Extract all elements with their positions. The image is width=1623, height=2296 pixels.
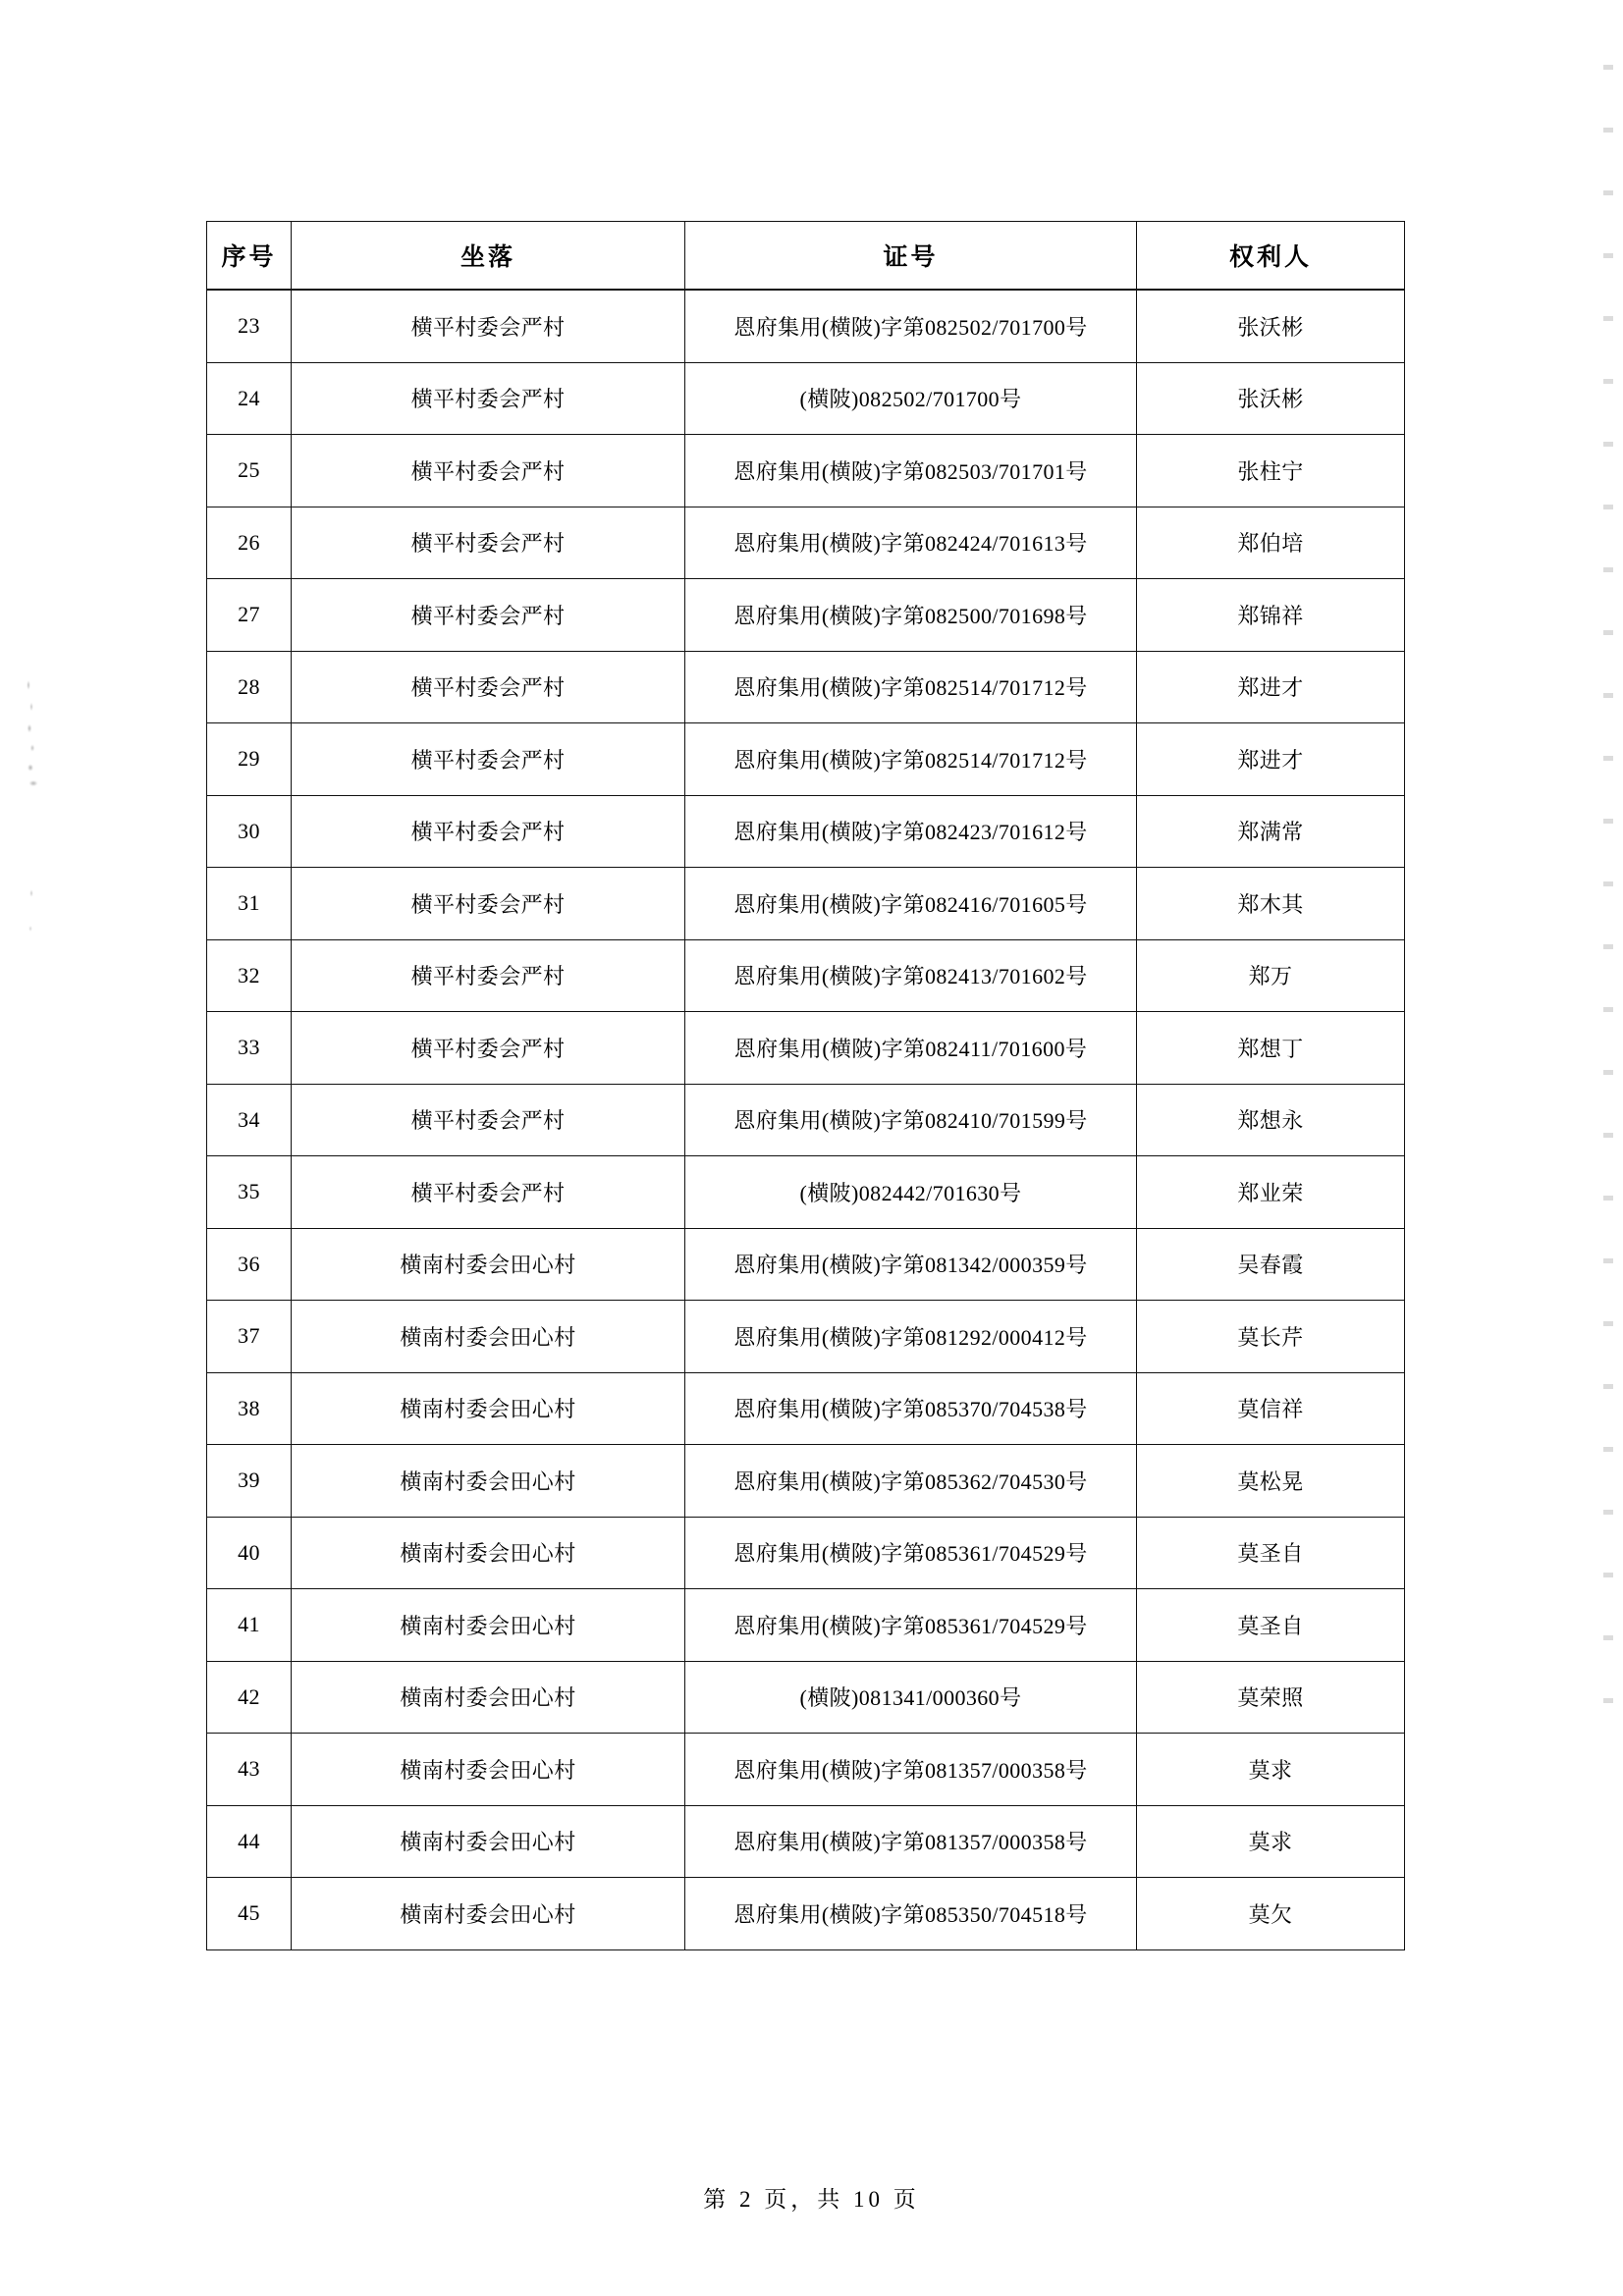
table-row bbox=[207, 1301, 1405, 1373]
table-header-row bbox=[207, 222, 1405, 291]
cell-rights-holder: 张沃彬 bbox=[1137, 290, 1405, 362]
cell-sequence-number: 28 bbox=[207, 651, 292, 723]
table-row bbox=[207, 1589, 1405, 1662]
cell-certificate-number: (横陂)082442/701630号 bbox=[685, 1156, 1137, 1229]
column-header-owner: 权利人 bbox=[1137, 222, 1405, 291]
cell-location: 横平村委会严村 bbox=[292, 579, 685, 652]
cell-certificate-number: 恩府集用(横陂)字第081357/000358号 bbox=[685, 1734, 1137, 1806]
table-row bbox=[207, 1012, 1405, 1085]
table-row bbox=[207, 1372, 1405, 1445]
cell-sequence-number: 30 bbox=[207, 795, 292, 868]
cell-rights-holder: 莫欠 bbox=[1137, 1878, 1405, 1950]
table-row bbox=[207, 290, 1405, 362]
cell-sequence-number: 27 bbox=[207, 579, 292, 652]
cell-rights-holder: 张沃彬 bbox=[1137, 362, 1405, 435]
cell-sequence-number: 40 bbox=[207, 1517, 292, 1589]
table-row bbox=[207, 651, 1405, 723]
cell-rights-holder: 郑木其 bbox=[1137, 868, 1405, 940]
cell-rights-holder: 莫信祥 bbox=[1137, 1372, 1405, 1445]
table-row bbox=[207, 939, 1405, 1012]
cell-certificate-number: 恩府集用(横陂)字第081357/000358号 bbox=[685, 1805, 1137, 1878]
table-row bbox=[207, 362, 1405, 435]
scan-edge-streak-artifact bbox=[1603, 39, 1613, 1757]
cell-rights-holder: 郑万 bbox=[1137, 939, 1405, 1012]
cell-location: 横平村委会严村 bbox=[292, 290, 685, 362]
cell-location: 横南村委会田心村 bbox=[292, 1734, 685, 1806]
cell-certificate-number: (横陂)082502/701700号 bbox=[685, 362, 1137, 435]
cell-rights-holder: 郑满常 bbox=[1137, 795, 1405, 868]
cell-location: 横平村委会严村 bbox=[292, 362, 685, 435]
cell-rights-holder: 郑想丁 bbox=[1137, 1012, 1405, 1085]
cell-sequence-number: 39 bbox=[207, 1445, 292, 1518]
cell-certificate-number: 恩府集用(横陂)字第082410/701599号 bbox=[685, 1084, 1137, 1156]
cell-certificate-number: 恩府集用(横陂)字第082411/701600号 bbox=[685, 1012, 1137, 1085]
cell-location: 横平村委会严村 bbox=[292, 939, 685, 1012]
table-row bbox=[207, 1445, 1405, 1518]
cell-sequence-number: 45 bbox=[207, 1878, 292, 1950]
cell-location: 横平村委会严村 bbox=[292, 435, 685, 507]
cell-rights-holder: 郑伯培 bbox=[1137, 507, 1405, 579]
cell-certificate-number: 恩府集用(横陂)字第082514/701712号 bbox=[685, 651, 1137, 723]
cell-sequence-number: 35 bbox=[207, 1156, 292, 1229]
cell-certificate-number: 恩府集用(横陂)字第082416/701605号 bbox=[685, 868, 1137, 940]
cell-rights-holder: 莫长芹 bbox=[1137, 1301, 1405, 1373]
cell-certificate-number: 恩府集用(横陂)字第082413/701602号 bbox=[685, 939, 1137, 1012]
table-row bbox=[207, 1156, 1405, 1229]
cell-rights-holder: 郑锦祥 bbox=[1137, 579, 1405, 652]
cell-location: 横南村委会田心村 bbox=[292, 1878, 685, 1950]
cell-sequence-number: 23 bbox=[207, 290, 292, 362]
cell-location: 横南村委会田心村 bbox=[292, 1445, 685, 1518]
cell-certificate-number: 恩府集用(横陂)字第082514/701712号 bbox=[685, 723, 1137, 796]
cell-certificate-number: 恩府集用(横陂)字第082502/701700号 bbox=[685, 290, 1137, 362]
cell-location: 横平村委会严村 bbox=[292, 868, 685, 940]
cell-location: 横平村委会严村 bbox=[292, 651, 685, 723]
cell-sequence-number: 41 bbox=[207, 1589, 292, 1662]
cell-certificate-number: 恩府集用(横陂)字第085361/704529号 bbox=[685, 1517, 1137, 1589]
cell-sequence-number: 36 bbox=[207, 1228, 292, 1301]
cell-rights-holder: 莫求 bbox=[1137, 1734, 1405, 1806]
cell-rights-holder: 莫圣自 bbox=[1137, 1589, 1405, 1662]
table-row bbox=[207, 579, 1405, 652]
table-row bbox=[207, 1805, 1405, 1878]
cell-sequence-number: 31 bbox=[207, 868, 292, 940]
table-row bbox=[207, 868, 1405, 940]
cell-sequence-number: 29 bbox=[207, 723, 292, 796]
cell-location: 横南村委会田心村 bbox=[292, 1589, 685, 1662]
table-row bbox=[207, 1734, 1405, 1806]
cell-certificate-number: (横陂)081341/000360号 bbox=[685, 1661, 1137, 1734]
cell-sequence-number: 33 bbox=[207, 1012, 292, 1085]
table-row bbox=[207, 1661, 1405, 1734]
cell-rights-holder: 郑进才 bbox=[1137, 723, 1405, 796]
cell-rights-holder: 莫荣照 bbox=[1137, 1661, 1405, 1734]
table-row bbox=[207, 507, 1405, 579]
cell-certificate-number: 恩府集用(横陂)字第081342/000359号 bbox=[685, 1228, 1137, 1301]
cell-sequence-number: 37 bbox=[207, 1301, 292, 1373]
cell-rights-holder: 张柱宁 bbox=[1137, 435, 1405, 507]
cell-location: 横平村委会严村 bbox=[292, 795, 685, 868]
cell-certificate-number: 恩府集用(横陂)字第085370/704538号 bbox=[685, 1372, 1137, 1445]
cell-certificate-number: 恩府集用(横陂)字第085350/704518号 bbox=[685, 1878, 1137, 1950]
cell-sequence-number: 24 bbox=[207, 362, 292, 435]
table-header bbox=[207, 222, 1405, 291]
cell-sequence-number: 34 bbox=[207, 1084, 292, 1156]
cell-location: 横南村委会田心村 bbox=[292, 1372, 685, 1445]
cell-certificate-number: 恩府集用(横陂)字第082423/701612号 bbox=[685, 795, 1137, 868]
cell-certificate-number: 恩府集用(横陂)字第082424/701613号 bbox=[685, 507, 1137, 579]
cell-location: 横平村委会严村 bbox=[292, 723, 685, 796]
table-body bbox=[207, 290, 1405, 1949]
cell-location: 横平村委会严村 bbox=[292, 507, 685, 579]
cell-location: 横平村委会严村 bbox=[292, 1084, 685, 1156]
cell-rights-holder: 郑进才 bbox=[1137, 651, 1405, 723]
cell-sequence-number: 25 bbox=[207, 435, 292, 507]
cell-location: 横南村委会田心村 bbox=[292, 1517, 685, 1589]
cell-rights-holder: 莫松晃 bbox=[1137, 1445, 1405, 1518]
cell-sequence-number: 44 bbox=[207, 1805, 292, 1878]
table-row bbox=[207, 1517, 1405, 1589]
cell-certificate-number: 恩府集用(横陂)字第085362/704530号 bbox=[685, 1445, 1137, 1518]
column-header-cert: 证号 bbox=[685, 222, 1137, 291]
cell-location: 横平村委会严村 bbox=[292, 1012, 685, 1085]
cell-rights-holder: 郑想永 bbox=[1137, 1084, 1405, 1156]
cell-location: 横南村委会田心村 bbox=[292, 1228, 685, 1301]
cell-certificate-number: 恩府集用(横陂)字第082500/701698号 bbox=[685, 579, 1137, 652]
table-row bbox=[207, 1228, 1405, 1301]
scan-smudge-artifact bbox=[26, 883, 41, 942]
cell-sequence-number: 42 bbox=[207, 1661, 292, 1734]
cell-certificate-number: 恩府集用(横陂)字第085361/704529号 bbox=[685, 1589, 1137, 1662]
table-row bbox=[207, 795, 1405, 868]
cell-location: 横南村委会田心村 bbox=[292, 1661, 685, 1734]
scan-smudge-artifact bbox=[24, 677, 45, 795]
column-header-loc: 坐落 bbox=[292, 222, 685, 291]
cell-sequence-number: 43 bbox=[207, 1734, 292, 1806]
table-row bbox=[207, 1878, 1405, 1950]
cell-certificate-number: 恩府集用(横陂)字第082503/701701号 bbox=[685, 435, 1137, 507]
cell-sequence-number: 26 bbox=[207, 507, 292, 579]
cell-sequence-number: 38 bbox=[207, 1372, 292, 1445]
land-certificate-table bbox=[206, 221, 1405, 1950]
cell-sequence-number: 32 bbox=[207, 939, 292, 1012]
cell-location: 横南村委会田心村 bbox=[292, 1301, 685, 1373]
page-number-footer: 第 2 页，共 10 页 bbox=[703, 2187, 920, 2212]
cell-rights-holder: 吴春霞 bbox=[1137, 1228, 1405, 1301]
cell-rights-holder: 郑业荣 bbox=[1137, 1156, 1405, 1229]
table-row bbox=[207, 1084, 1405, 1156]
table-row bbox=[207, 435, 1405, 507]
table-row bbox=[207, 723, 1405, 796]
cell-location: 横南村委会田心村 bbox=[292, 1805, 685, 1878]
column-header-seq: 序号 bbox=[207, 222, 292, 291]
cell-rights-holder: 莫求 bbox=[1137, 1805, 1405, 1878]
cell-location: 横平村委会严村 bbox=[292, 1156, 685, 1229]
cell-certificate-number: 恩府集用(横陂)字第081292/000412号 bbox=[685, 1301, 1137, 1373]
cell-rights-holder: 莫圣自 bbox=[1137, 1517, 1405, 1589]
